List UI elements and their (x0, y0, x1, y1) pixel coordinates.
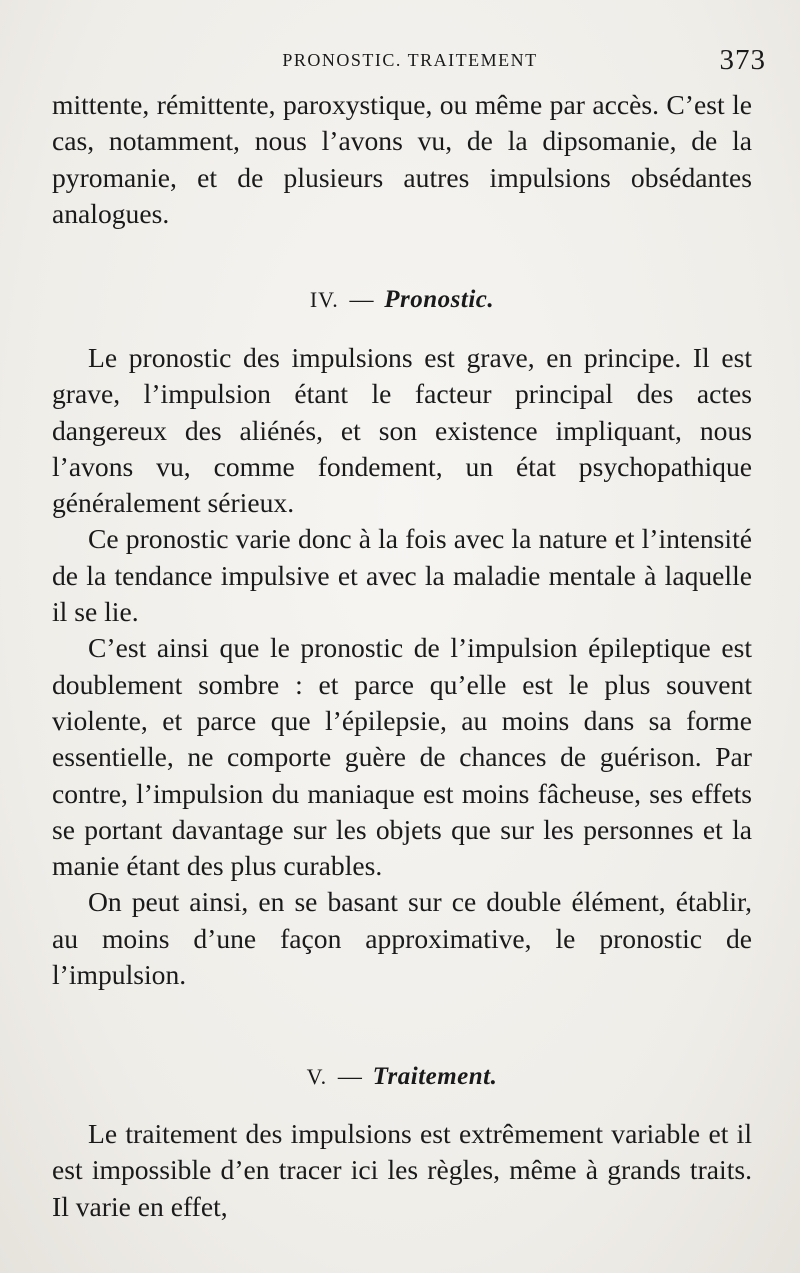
continuation-paragraph-block (52, 87, 752, 232)
continuation-paragraph: mittente, rémittente, paroxystique, ou même par accès. C’est le cas, notamment, nous l’avons vu, de la dipsomanie, de la pyromanie, et de plusieurs autres impulsions obsédantes analogues. (52, 89, 752, 229)
paragraph: Le traitement des impulsions est extrêmement variable et il est impossible d’en tracer ici les règles, même à grands traits. Il varie en effet, (52, 1118, 752, 1222)
paragraph: C’est ainsi que le pronostic de l’impulsion épileptique est doublement sombre : et parce qu’elle est le plus souvent violente, et parce que l’épilepsie, au moins dans sa forme essentielle, ne comporte guère de chances de guérison. Par contre, l’impulsion du maniaque est moins fâcheuse, ses effets se portant davantage sur les objets que sur les personnes et la manie étant des plus curables. (52, 632, 752, 882)
paragraph: On peut ainsi, en se basant sur ce double élément, établir, au moins d’une façon approximative, le pronostic de l’impulsion. (52, 886, 752, 991)
section-numeral: IV. (309, 287, 339, 312)
page-number: 373 (719, 44, 766, 76)
running-head: PRONOSTIC. TRAITEMENT (282, 50, 538, 70)
section-title: Pronostic. (384, 286, 495, 313)
paragraph: Ce pronostic varie donc à la fois avec la nature et l’intensité de la tendance impulsive et avec la maladie mentale à laquelle il se lie. (52, 523, 752, 628)
page-header (52, 44, 768, 80)
paragraph: Le pronostic des impulsions est grave, en principe. Il est grave, l’impulsion étant le facteur principal des actes dangereux des aliénés, et son existence impliquant, nous l’avons vu, comme fondement, un état psychopathique généralement sérieux. (52, 342, 752, 519)
section-title: Traitement. (372, 1063, 498, 1090)
pronostic-paragraphs (52, 340, 752, 993)
traitement-paragraphs (52, 1116, 752, 1225)
section-heading-traitement (52, 1060, 752, 1091)
section-numeral: V. (306, 1064, 328, 1089)
section-dash: — (349, 287, 374, 313)
section-heading-pronostic (52, 283, 752, 314)
section-dash: — (337, 1064, 362, 1090)
